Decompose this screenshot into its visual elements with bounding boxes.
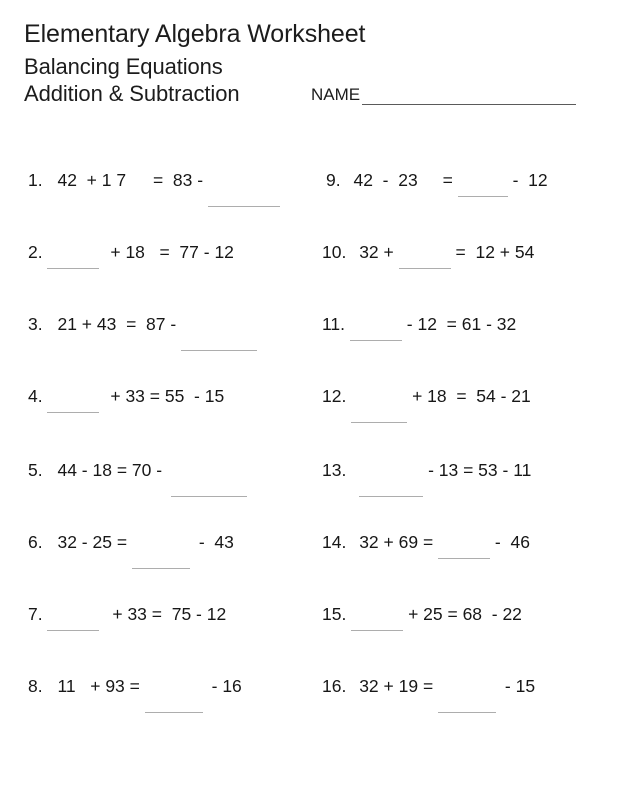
problem-number: 4.	[28, 386, 43, 406]
problem-7	[28, 606, 226, 624]
answer-blank[interactable]	[208, 172, 280, 190]
problem-expression: + 33 = 75 - 12	[112, 604, 227, 624]
name-field-group	[311, 86, 576, 105]
problem-number: 16.	[322, 676, 347, 696]
problem-number: 15.	[322, 604, 347, 624]
problem-number: 11.	[322, 314, 346, 334]
answer-blank[interactable]	[145, 678, 203, 696]
problem-number: 5.	[28, 460, 43, 480]
problem-expression: - 46	[494, 532, 530, 552]
problem-expression: 21 + 43 = 87 -	[57, 314, 177, 334]
subtitle-operations: Addition & Subtraction	[24, 81, 240, 106]
problem-expression: 44 - 18 = 70 -	[57, 460, 163, 480]
answer-blank[interactable]	[359, 462, 423, 480]
problem-6	[28, 534, 234, 552]
problem-expression: - 13 = 53 - 11	[428, 460, 532, 480]
problem-3	[28, 316, 257, 334]
problem-13	[322, 462, 531, 480]
problem-number: 10.	[322, 242, 347, 262]
page-title: Elementary Algebra Worksheet	[24, 20, 366, 48]
problem-2	[28, 244, 234, 262]
name-label: NAME	[311, 85, 361, 104]
problem-expression: 32 - 25 =	[57, 532, 128, 552]
problem-1	[28, 172, 280, 190]
subtitle-topic: Balancing Equations	[24, 54, 223, 79]
answer-blank[interactable]	[181, 316, 257, 334]
answer-blank[interactable]	[47, 388, 99, 406]
problem-expression: + 25 = 68 - 22	[408, 604, 522, 624]
problem-expression: + 33 = 55 - 15	[110, 386, 225, 406]
problem-expression: 32 +	[359, 242, 394, 262]
problem-expression: 42 + 1 7	[57, 170, 127, 190]
problem-9	[326, 172, 548, 190]
answer-blank[interactable]	[351, 606, 403, 624]
answer-blank[interactable]	[399, 244, 451, 262]
problem-number: 2.	[28, 242, 43, 262]
answer-blank[interactable]	[458, 172, 508, 190]
problem-expression: 11 + 93 =	[57, 676, 140, 696]
problem-8	[28, 678, 242, 696]
problem-expression: = 83 -	[152, 170, 204, 190]
problem-expression: - 15	[504, 676, 536, 696]
answer-blank[interactable]	[351, 388, 407, 406]
answer-blank[interactable]	[132, 534, 190, 552]
problem-expression: 32 + 19 =	[359, 676, 434, 696]
problem-number: 3.	[28, 314, 43, 334]
answer-blank[interactable]	[438, 534, 490, 552]
problem-number: 14.	[322, 532, 347, 552]
problem-expression: + 18 = 77 - 12	[110, 242, 234, 262]
problem-expression: - 12 = 61 - 32	[406, 314, 517, 334]
answer-blank[interactable]	[438, 678, 496, 696]
answer-blank[interactable]	[171, 462, 247, 480]
problem-15	[322, 606, 522, 624]
problem-number: 1.	[28, 170, 43, 190]
name-input-line[interactable]	[362, 104, 576, 105]
problem-4	[28, 388, 224, 406]
worksheet-header	[0, 0, 618, 130]
problem-expression: = 12 + 54	[455, 242, 535, 262]
problem-expression: + 18 = 54 - 21	[412, 386, 531, 406]
problem-expression: - 16	[211, 676, 242, 696]
problem-16	[322, 678, 535, 696]
problem-expression: - 43	[198, 532, 234, 552]
problem-expression: 42 - 23	[353, 170, 418, 190]
problem-10	[322, 244, 534, 262]
problem-number: 6.	[28, 532, 43, 552]
problem-number: 12.	[322, 386, 347, 406]
problem-expression: - 12	[512, 170, 548, 190]
problem-expression: =	[442, 170, 453, 190]
problem-number: 13.	[322, 460, 347, 480]
answer-blank[interactable]	[47, 606, 99, 624]
answer-blank[interactable]	[47, 244, 99, 262]
problem-14	[322, 534, 530, 552]
problem-number: 8.	[28, 676, 43, 696]
answer-blank[interactable]	[350, 316, 402, 334]
problem-12	[322, 388, 531, 406]
problem-expression: 32 + 69 =	[359, 532, 434, 552]
problem-number: 9.	[326, 170, 341, 190]
problem-5	[28, 462, 247, 480]
problem-number: 7.	[28, 604, 43, 624]
problem-11	[322, 316, 516, 334]
